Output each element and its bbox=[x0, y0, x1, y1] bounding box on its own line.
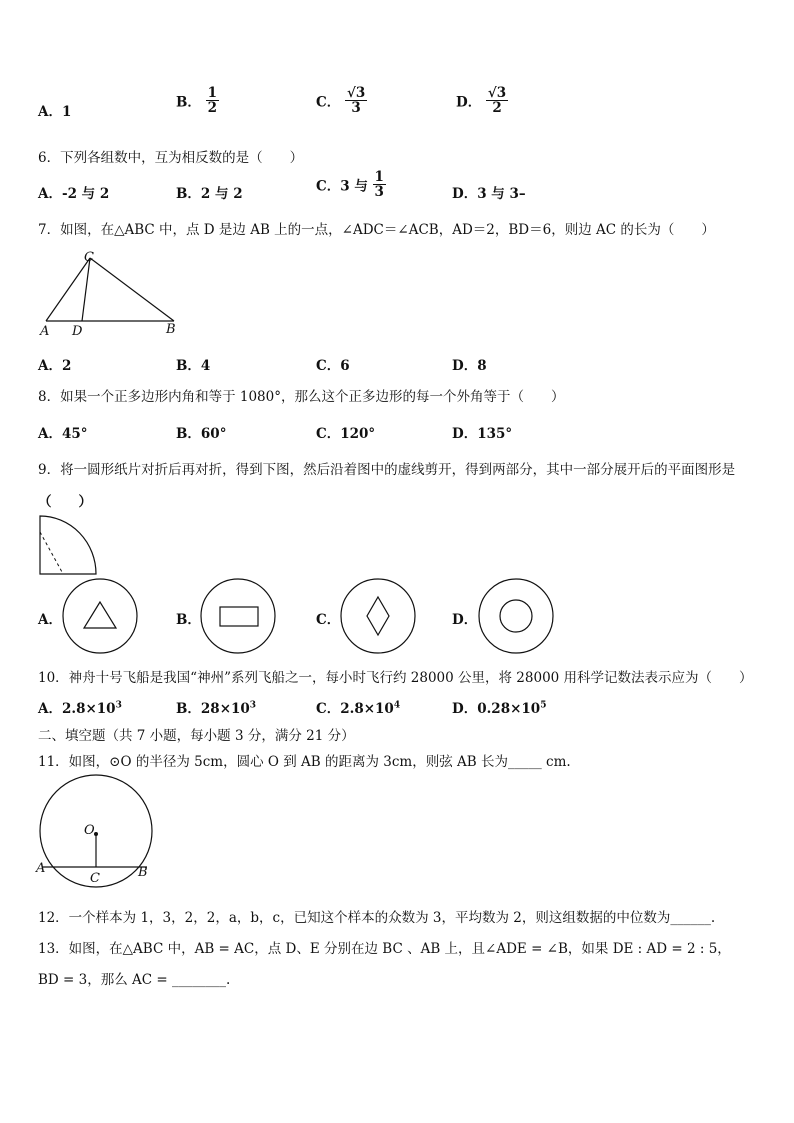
q5-option-c: C． $\frac{√3}{3}$ bbox=[316, 85, 366, 117]
outer-circle bbox=[341, 579, 415, 653]
fraction: $\frac{1}{2}$ bbox=[207, 85, 218, 117]
q9-stem: 9．将一圆形纸片对折后再对折，得到下图，然后沿着图中的虚线剪开，得到两部分，其中一部分展开后的平面图形是 bbox=[38, 462, 736, 478]
q9-option-a-figure bbox=[62, 578, 142, 658]
quarter-circle bbox=[40, 516, 96, 574]
section-2-heading: 二、填空题（共 7 小题，每小题 3 分，满分 21 分） bbox=[38, 728, 355, 744]
q8-option-c: C．120° bbox=[316, 426, 376, 442]
q13-line2: BD = 3，那么 AC = ________. bbox=[38, 972, 231, 988]
q9-option-b-figure bbox=[200, 578, 280, 658]
label-b: B bbox=[138, 865, 148, 880]
q5-option-d: D． $\frac{√3}{2}$ bbox=[456, 85, 507, 117]
label-a: A bbox=[40, 324, 50, 339]
rectangle-hole bbox=[220, 607, 258, 626]
q6-option-c: C．3 与 $\frac{1}{3}$ bbox=[316, 169, 384, 201]
label-o: O bbox=[84, 823, 95, 838]
fraction: $\frac{1}{3}$ bbox=[374, 169, 384, 201]
segment-bc bbox=[90, 258, 174, 321]
outer-circle bbox=[201, 579, 275, 653]
label-a: A bbox=[36, 861, 46, 876]
dashed-cut-line bbox=[40, 532, 62, 572]
q9-folded-paper-figure bbox=[38, 514, 100, 576]
label-c: C bbox=[84, 250, 94, 265]
q6-stem: 6．下列各组数中，互为相反数的是（ ） bbox=[38, 150, 304, 166]
q9-option-b-label: B． bbox=[176, 612, 201, 628]
rhombus-hole bbox=[367, 597, 389, 635]
fraction: $\frac{√3}{3}$ bbox=[346, 85, 366, 117]
q7-option-c: C．6 bbox=[316, 358, 350, 374]
q12-stem: 12．一个样本为 1，3，2，2，a，b，c，已知这个样本的众数为 3，平均数为 2，则这组数据的中位数为______. bbox=[38, 910, 716, 926]
q10-option-b: B．$28\times 10^3$ bbox=[176, 700, 257, 717]
fraction: $\frac{√3}{2}$ bbox=[487, 85, 507, 117]
label-c: C bbox=[90, 871, 100, 886]
q7-stem: 7．如图，在△ABC 中，点 D 是边 AB 上的一点，∠ADC＝∠ACB，AD＝2，BD＝6，则边 AC 的长为（ ） bbox=[38, 222, 715, 238]
q8-option-b: B．60° bbox=[176, 426, 227, 442]
q10-option-c: C．$2.8\times 10^4$ bbox=[316, 700, 401, 717]
q11-circle-figure bbox=[34, 774, 164, 892]
q10-option-a: A．$2.8\times 10^3$ bbox=[38, 700, 122, 717]
q7-option-d: D．8 bbox=[452, 358, 487, 374]
q8-option-a: A．45° bbox=[38, 426, 88, 442]
q5-option-b: B． $\frac{1}{2}$ bbox=[176, 85, 218, 117]
triangle-hole bbox=[84, 602, 116, 628]
q10-option-d: D．$0.28\times 10^5$ bbox=[452, 700, 547, 717]
inner-circle-hole bbox=[500, 600, 532, 632]
q6-option-a: A．-2 与 2 bbox=[38, 186, 110, 202]
outer-circle bbox=[479, 579, 553, 653]
q13-line1: 13．如图，在△ABC 中，AB = AC，点 D、E 分别在边 BC 、AB 上，且∠ADE = ∠B，如果 DE : AD = 2 : 5， bbox=[38, 941, 731, 957]
q9-option-d-label: D． bbox=[452, 612, 478, 628]
q9-paren: （ ） bbox=[38, 494, 92, 510]
outer-circle bbox=[63, 579, 137, 653]
q8-option-d: D．135° bbox=[452, 426, 513, 442]
q8-stem: 8．如果一个正多边形内角和等于 1080°，那么这个正多边形的每一个外角等于（ ） bbox=[38, 389, 565, 405]
q7-option-b: B．4 bbox=[176, 358, 211, 374]
q9-option-c-figure bbox=[340, 578, 420, 658]
q6-option-b: B．2 与 2 bbox=[176, 186, 243, 202]
q6-option-d: D．3 与 3– bbox=[452, 186, 526, 202]
q9-option-a-label: A． bbox=[38, 612, 62, 628]
q9-option-d-figure bbox=[478, 578, 558, 658]
label-b: B bbox=[166, 322, 176, 337]
q5-option-a: A．1 bbox=[38, 104, 72, 120]
q10-stem: 10．神舟十号飞船是我国“神州”系列飞船之一，每小时飞行约 28000 公里，将 28000 用科学记数法表示应为（ ） bbox=[38, 670, 753, 686]
q11-stem: 11．如图，⊙O 的半径为 5cm，圆心 O 到 AB 的距离为 3cm，则弦 AB 长为_____ cm. bbox=[38, 754, 571, 770]
q7-option-a: A．2 bbox=[38, 358, 72, 374]
q7-triangle-figure bbox=[38, 248, 188, 340]
q9-option-c-label: C． bbox=[316, 612, 341, 628]
label-d: D bbox=[72, 324, 83, 339]
